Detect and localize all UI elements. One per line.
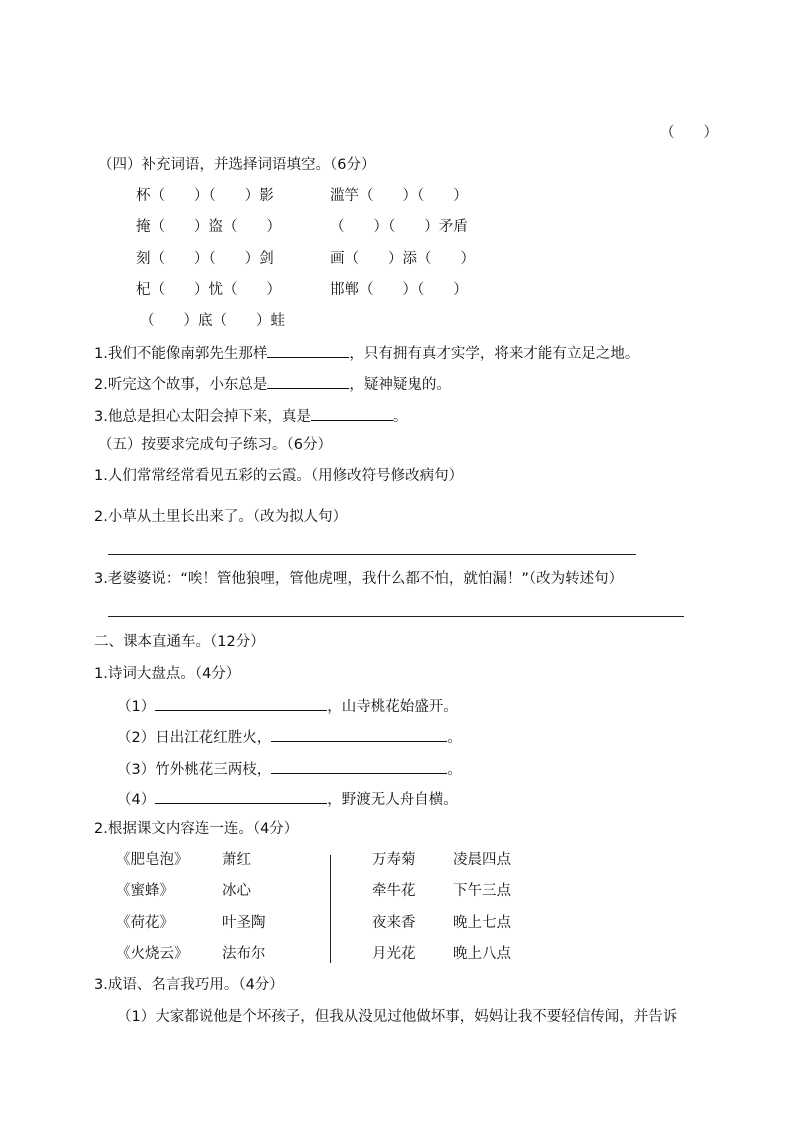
flower-name[interactable]: 万寿菊 — [372, 852, 416, 868]
question-text: 3.他总是担心太阳会掉下来，真是 — [94, 409, 311, 425]
idiom-item: 邯郸（ ）（ ） — [330, 282, 468, 298]
idiom-item: 杯（ ）（ ）影 — [136, 188, 274, 204]
question-text: 。 — [392, 409, 408, 425]
fill-question-2 — [94, 374, 451, 394]
answer-line[interactable] — [108, 616, 684, 617]
author-name[interactable]: 萧红 — [222, 852, 251, 868]
answer-blank[interactable] — [155, 789, 327, 804]
idiom-item: 滥竽（ ）（ ） — [330, 188, 468, 204]
idiom-item: （ ）底（ ）蛙 — [140, 313, 285, 329]
part2-title: 二、课本直通车。（12分） — [94, 634, 265, 650]
poem-item-3 — [117, 759, 462, 779]
idiom-item: 杞（ ）忧（ ） — [136, 282, 281, 298]
idiom-item: （ ）（ ）矛盾 — [330, 219, 468, 235]
answer-blank[interactable] — [267, 374, 349, 389]
section4-title: （四）补充词语，并选择词语填空。（6分） — [98, 157, 376, 173]
fill-question-3 — [94, 406, 407, 426]
poem-question-title: 1.诗词大盘点。（4分） — [94, 666, 241, 682]
item-number: （2） — [117, 730, 156, 746]
poem-text: ，山寺桃花始盛开。 — [327, 699, 458, 715]
bloom-time[interactable]: 下午三点 — [453, 883, 511, 899]
author-name[interactable]: 法布尔 — [222, 946, 266, 962]
idiom-question-item-1: （1）大家都说他是个坏孩子，但我从没见过他做坏事，妈妈让我不要轻信传闻，并告诉 — [117, 1009, 678, 1025]
book-title[interactable]: 《肥皂泡》 — [116, 852, 189, 868]
poem-item-2 — [117, 727, 462, 747]
answer-paren: （ ） — [660, 125, 718, 141]
item-number: （4） — [117, 792, 156, 808]
book-title[interactable]: 《蜜蜂》 — [116, 883, 174, 899]
question-text: 2.听完这个故事，小东总是 — [94, 377, 268, 393]
sentence-question-3: 3.老婆婆说：“唉！管他狼哩，管他虎哩，我什么都不怕，就怕漏！”（改为转述句） — [94, 571, 624, 587]
poem-item-1 — [117, 696, 458, 716]
author-name[interactable]: 冰心 — [222, 883, 251, 899]
flower-name[interactable]: 月光花 — [372, 946, 416, 962]
item-number: （3） — [117, 762, 156, 778]
question-text: ，只有拥有真才实学，将来才能有立足之地。 — [349, 346, 640, 362]
bloom-time[interactable]: 凌晨四点 — [453, 852, 511, 868]
match-question-title: 2.根据课文内容连一连。（4分） — [94, 821, 299, 837]
flower-name[interactable]: 夜来香 — [372, 915, 416, 931]
poem-text: 竹外桃花三两枝， — [155, 762, 272, 778]
flower-name[interactable]: 牵牛花 — [372, 883, 416, 899]
answer-blank[interactable] — [155, 696, 327, 711]
poem-text: ，野渡无人舟自横。 — [327, 792, 458, 808]
section5-title: （五）按要求完成句子练习。（6分） — [98, 437, 332, 453]
book-title[interactable]: 《火烧云》 — [116, 946, 189, 962]
sentence-question-1: 1.人们常常经常看见五彩的云霞。（用修改符号修改病句） — [94, 468, 464, 484]
poem-text: 。 — [447, 762, 462, 778]
question-text: 1.我们不能像南郭先生那样 — [94, 346, 268, 362]
bloom-time[interactable]: 晚上七点 — [453, 915, 511, 931]
item-number: （1） — [117, 699, 156, 715]
author-name[interactable]: 叶圣陶 — [222, 915, 266, 931]
poem-item-4 — [117, 789, 458, 809]
sentence-question-2: 2.小草从土里长出来了。（改为拟人句） — [94, 509, 348, 525]
idiom-item: 刻（ ）（ ）剑 — [136, 251, 274, 267]
question-text: ，疑神疑鬼的。 — [349, 377, 451, 393]
answer-line[interactable] — [108, 554, 636, 555]
book-title[interactable]: 《荷花》 — [116, 915, 174, 931]
idiom-item: 掩（ ）盗（ ） — [136, 219, 281, 235]
answer-blank[interactable] — [267, 343, 349, 358]
answer-blank[interactable] — [271, 727, 447, 742]
bloom-time[interactable]: 晚上八点 — [453, 946, 511, 962]
poem-text: 。 — [447, 730, 462, 746]
column-divider — [330, 855, 331, 963]
idiom-item: 画（ ）添（ ） — [330, 251, 475, 267]
answer-blank[interactable] — [271, 759, 447, 774]
poem-text: 日出江花红胜火， — [155, 730, 272, 746]
fill-question-1 — [94, 343, 639, 363]
answer-blank[interactable] — [311, 406, 393, 421]
idiom-question-title: 3.成语、名言我巧用。（4分） — [94, 977, 284, 993]
